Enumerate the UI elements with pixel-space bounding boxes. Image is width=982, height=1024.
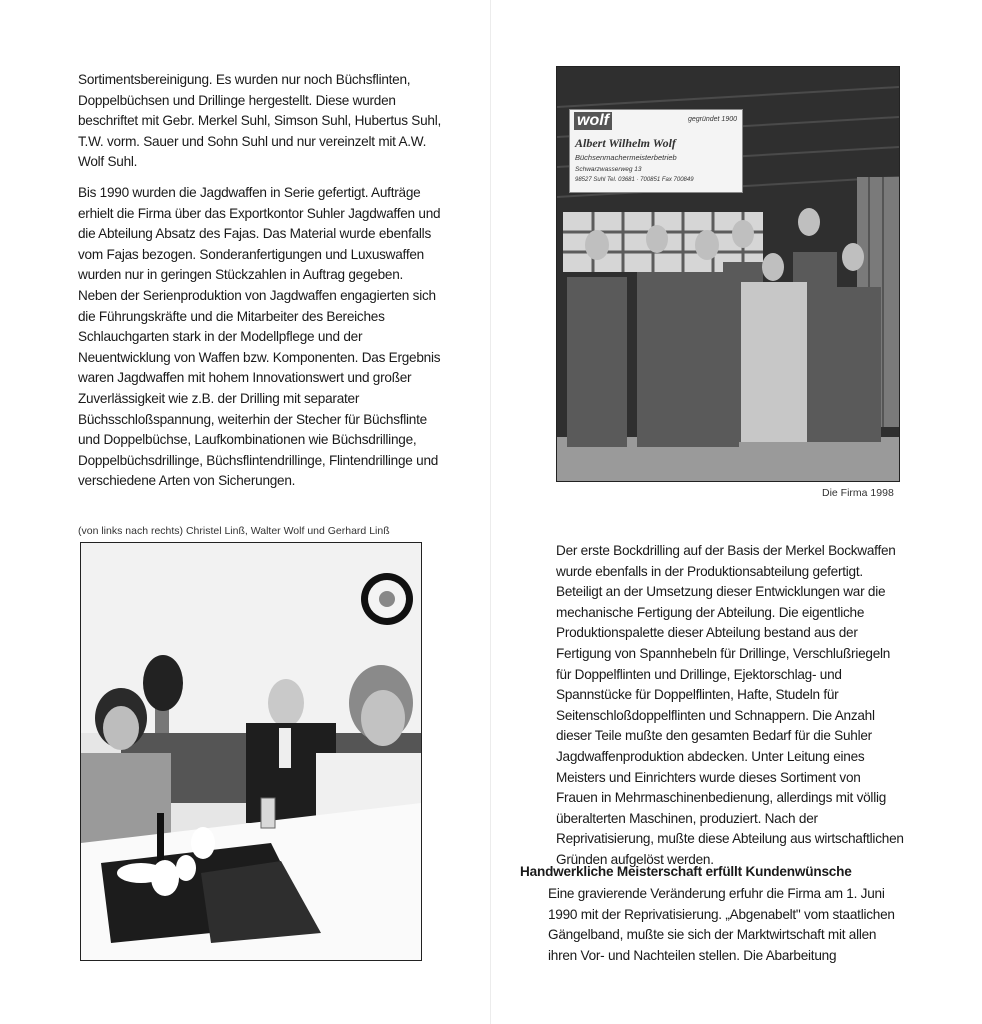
- sign-logo: wolf: [574, 112, 612, 130]
- body-paragraph: Der erste Bockdrilling auf der Basis der Merkel Bockwaffen wurde ebenfalls in der Produktionsabteilung gefertigt. Beteiligt an der Umsetzung dieser Entwicklungen war die mechanische Fertigung der Abteilung. Die eigentliche Produktionspalette dieser Abteilung bestand aus der Fertigung von Spannhebeln für Drillinge, Verschlußriegeln für Doppelflinten und Drillinge, Ejektorschlag- und Spannstücke für Doppelflinten, Hafte, Studeln für Seitenschloßdoppelflinten und Schnappern. Die Anzahl dieser Teile mußte den gesamten Bedarf für die Suhler Jagdwaffenproduktion abdecken. Unter Leitung eines Meisters und Einrichters wurde dieses Sortiment von Frauen in Mehrmaschinenbedienung, allerdings mit völlig überalterten Maschinen, produziert. Nach der Reprivatisierung, mußte diese Abteilung aus wirtschaftlichen Gründen aufgelöst werden.: [556, 543, 904, 867]
- photo-caption: (von links nach rechts) Christel Linß, Walter Wolf und Gerhard Linß: [78, 525, 390, 537]
- page-fold: [490, 0, 491, 1024]
- sign-subtitle: Büchsenmachermeisterbetrieb: [575, 153, 677, 162]
- company-sign: [569, 109, 743, 193]
- section-heading: Handwerkliche Meisterschaft erfüllt Kundenwünsche: [520, 864, 852, 879]
- body-paragraph: Eine gravierende Veränderung erfuhr die Firma am 1. Juni 1990 mit der Reprivatisierung. „Abgenabelt" vom staatlichen Gängelband, mußte sie sich der Marktwirtschaft mit allen ihren Vor- und Nachteilen stellen. Die Abarbeitung: [548, 886, 895, 963]
- sign-founded: gegründet 1900: [687, 116, 737, 123]
- sign-street: Schwarzwasserweg 13: [575, 166, 642, 173]
- sign-address: 98527 Suhl Tel. 03681 · 700851 Fax 700849: [575, 177, 694, 183]
- wall-plate-icon: [361, 573, 413, 625]
- photo-caption: Die Firma 1998: [822, 487, 894, 499]
- sign-name: Albert Wilhelm Wolf: [575, 136, 676, 150]
- photo-table-scene: [80, 542, 422, 961]
- photo-company-1998: [556, 66, 900, 482]
- body-paragraph: Sortimentsbereinigung. Es wurden nur noch Büchsflinten, Doppelbüchsen und Drillinge hergestellt. Diese wurden beschriftet mit Gebr. Merkel Suhl, Simson Suhl, Hubertus Suhl, T.W. vorm. Sauer und Sohn Suhl und nur vereinzelt mit A.W. Wolf Suhl.: [78, 72, 442, 170]
- body-paragraph: Bis 1990 wurden die Jagdwaffen in Serie gefertigt. Aufträge erhielt die Firma über das Exportkontor Suhler Jagdwaffen und die Abteilung Absatz des Fajas. Das Material wurde ebenfalls vom Fajas bezogen. Sonderanfertigungen und Luxuswaffen wurden nur in geringen Stückzahlen in Auftrag gegeben. Neben der Serienproduktion von Jagdwaffen engagierten sich die Führungskräfte und die Mitarbeiter des Bereiches Schlauchgarten stark in der Modellpflege und der Neuentwicklung von Waffen bzw. Komponenten. Das Ergebnis waren Jagdwaffen mit hohem Innovationswert und großer Zuverlässigkeit wie z.B. der Drilling mit separater Büchsschloßspannung, weiterhin der Stecher für Büchsflinte und Doppelbüchse, Laufkombinationen wie Büchsdrillinge, Doppelbüchsdrillinge, Büchsflintendrillinge, Flintendrillinge und verschiedene Arten von Sicherungen.: [78, 185, 441, 489]
